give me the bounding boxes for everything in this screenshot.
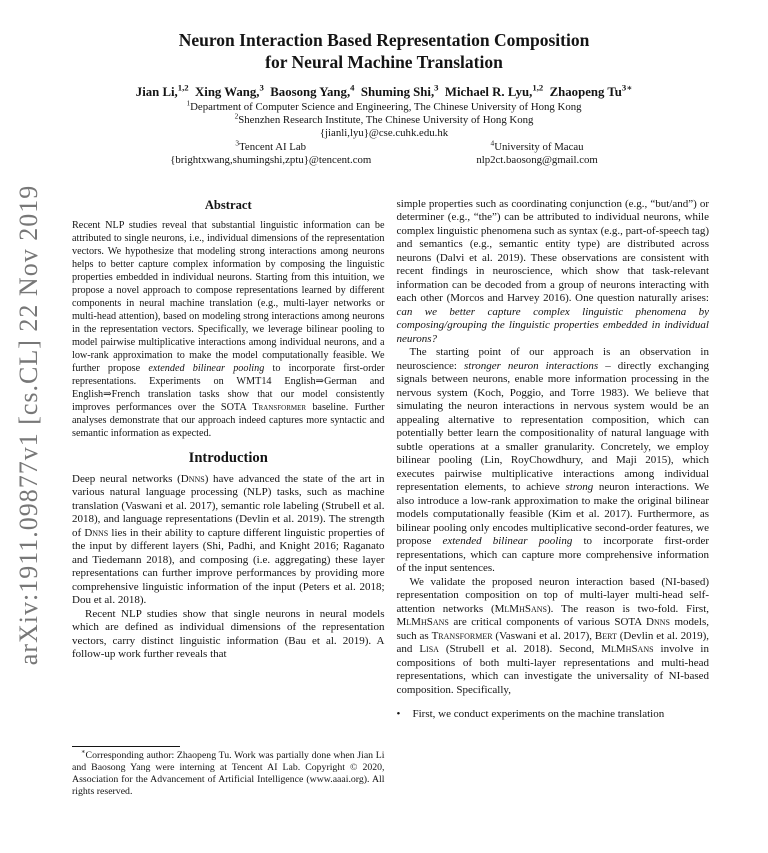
affiliation-tencent: $^3$Tencent AI Lab xyxy=(235,138,307,153)
paper-title xyxy=(0,30,768,74)
paper-title-line1: Neuron Interaction Based Representation Composition xyxy=(178,30,590,50)
affiliation-column-macau xyxy=(476,138,598,168)
affiliation-macau: $^4$University of Macau xyxy=(490,138,584,153)
arxiv-watermark: arXiv:1911.09877v1 [cs.CL] 22 Nov 2019 xyxy=(14,184,43,666)
right-column xyxy=(397,198,710,798)
footnote-rule xyxy=(72,746,180,747)
abstract-text: Recent NLP studies reveal that substantial linguistic information can be attributed to single neurons, i.e., individual dimensions of the representation vectors. We hypothesize that modeling strong interactions among neurons helps to better capture complex information by composing the linguistic properties embedded in individual neurons. Starting from this intuition, we propose a novel approach to compose representations learned by different components in neural machine translation (e.g., multi-layer networks or multi-head attention), based on modeling strong interactions among neurons in the representation vectors. Specifically, we leverage bilinear pooling to model pairwise multiplicative interactions among individual neurons, and a low-rank approximation to make the model computationally feasible. We further propose extended bilinear pooling to incorporate first-order representations. Experiments on WMT14 English⇒German and English⇒French translation tasks show that our model consistently improves performances over the SOTA Transformer baseline. Further analyses demonstrate that our approach indeed captures more syntactic and semantic information as expected. xyxy=(72,219,385,439)
introduction-heading: Introduction xyxy=(188,449,268,466)
two-column-body xyxy=(72,198,709,798)
intro-paragraph-1: Deep neural networks (Dnns) have advanced the state of the art in various natural language processing (NLP) tasks, such as machine translation (Vaswani et al. 2017), semantic role labeling (Strubell et al. 2018), and language representations (Devlin et al. 2019). The strength of Dnns lies in their ability to capture different linguistic properties of the input by different layers (Shi, Padhi, and Knight 2016; Raganato and Tiedemann 2018), and composing (i.e. aggregating) these layer representations can further improve performances by providing more comprehensive linguistic information of the input (Peters et al. 2018; Dou et al. 2018). xyxy=(72,472,385,607)
right-paragraph-1: simple properties such as coordinating conjunction (e.g., “but/and”) or determiner (e.g., “the”) can be attributed to individual neurons, while complex linguistic phenomena such as syntax (e.g., part-of-speech tag) and semantics (e.g., semantic entity type) are distributed across neurons (Dalvi et al. 2019). These observations are consistent with recent findings in neuroscience, which show that task-relevant information can be decoded from a group of neurons interacting with each other (Morcos and Harvey 2016). One question naturally arises: can we better capture complex linguistic phenomena by composing/grouping the linguistic properties embedded in individual neurons? xyxy=(396,197,709,345)
right-paragraph-3: We validate the proposed neuron interaction based (NI-based) representation composition on top of multi-layer multi-head self-attention networks (MlMhSans). The reason is two-fold. First, MlMhSans are critical components of various SOTA Dnns models, such as Transformer (Vaswani et al. 2017), Bert (Devlin et al. 2019), and Lisa (Strubell et al. 2018). Second, MlMhSans involve in compositions of both multi-layer representations and multi-head representations, which can investigate the universality of NI-based composition. Specifically, xyxy=(396,575,709,696)
abstract-heading: Abstract xyxy=(204,197,252,212)
email-line-macau: nlp2ct.baosong@gmail.com xyxy=(476,154,598,167)
paper-title-line2: for Neural Machine Translation xyxy=(265,51,503,72)
affiliation-line-cuhk: $^1$Department of Computer Science and Engineering, The Chinese University of Hong Kong xyxy=(186,98,582,113)
email-line-cuhk: {jianli,lyu}@cse.cuhk.edu.hk xyxy=(319,127,449,140)
authors-line: Jian Li,$^{1,2}$ Xing Wang,$^3$ Baosong Yang,$^4$ Shuming Shi,$^3$ Michael R. Lyu,$^{1,2}$ Zhaopeng $Tu^{3∗}$ xyxy=(135,82,633,99)
footnote-block xyxy=(72,746,385,798)
right-paragraph-2: The starting point of our approach is an observation in neuroscience: stronger neuron interactions – directly exchanging signals between neurons, enable more information processing in the nervous system (Koch, Poggio, and Torre 1983). We believe that simulating the neuron interactions in nervous system would be an appealing alternative to representation composition, which can potentially better learn the compositionality of natural language with subtle operations at a smaller granularity. Concretely, we employ bilinear pooling (Lin, RoyChowdhury, and Maji 2015), which executes pairwise multiplicative interactions among individual representation elements, to achieve strong neuron interactions. We also introduce a low-rank approximation to make the original bilinear models computationally feasible (Kim et al. 2017). Furthermore, as bilinear pooling only encodes multiplicative second-order features, we propose extended bilinear pooling to incorporate first-order representations, which can capture more comprehensive information of the input sentences. xyxy=(396,346,710,575)
paper-header xyxy=(0,0,768,168)
left-column xyxy=(72,198,385,798)
bullet-text: First, we conduct experiments on the machine translation xyxy=(412,708,665,721)
bullet-item xyxy=(397,708,710,722)
affiliation-line-shenzhen: $^2$Shenzhen Research Institute, The Chinese University of Hong Kong xyxy=(234,111,534,127)
affiliation-column-tencent xyxy=(170,138,372,168)
footnote-text: ∗Corresponding author: Zhaopeng Tu. Work was partially done when Jian Li and Baosong Yang were interning at Tencent AI Lab. Copyright © 2020, Association for the Advancement of Artificial Intelligence (www.aaai.org). All rights reserved. xyxy=(72,748,385,797)
email-line-tencent: {brightxwang,shumingshi,zptu}@tencent.com xyxy=(170,154,372,167)
intro-paragraph-2: Recent NLP studies show that single neurons in neural models which are defined as individual dimensions of the representation vectors, carry distinct linguistic information (Bau et al. 2019). A follow-up work further reveals that xyxy=(72,607,385,661)
bullet-marker: • xyxy=(396,708,401,721)
affiliation-columns xyxy=(0,138,768,168)
